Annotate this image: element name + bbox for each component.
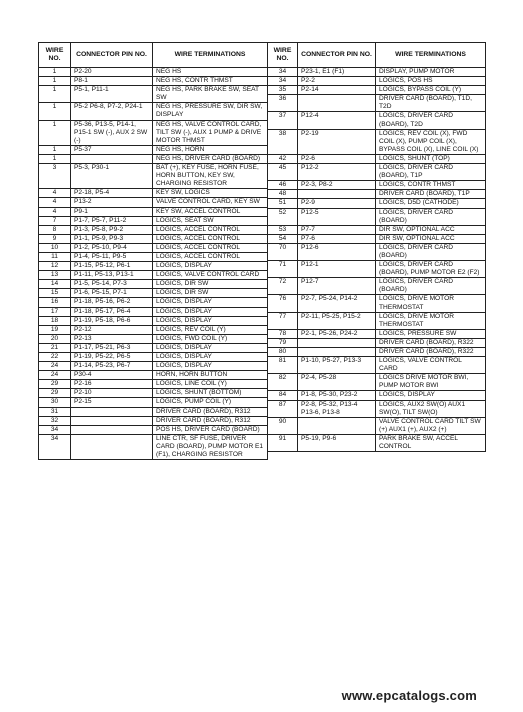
wire-number-cell: 34 xyxy=(268,68,298,77)
connector-pin-cell: P1-3, P5-8, P9-2 xyxy=(71,225,153,234)
wire-terminations-cell: LOGICS, VALVE CONTROL CARD xyxy=(376,357,486,374)
wire-number-cell: 37 xyxy=(268,112,298,129)
wire-terminations-cell: KEY SW, ACCEL CONTROL xyxy=(153,207,268,216)
table-row xyxy=(39,380,268,389)
wire-number-cell: 1 xyxy=(39,86,71,103)
wire-terminations-cell: DRIVER CARD (BOARD), T1P xyxy=(376,190,486,199)
wire-terminations-cell: DIR SW, OPTIONAL ACC xyxy=(376,234,486,243)
table-row xyxy=(39,371,268,380)
connector-pin-cell: P1-17, P5-21, P6-3 xyxy=(71,343,153,352)
wire-terminations-cell: LOGICS, DRIVER CARD (BOARD), PUMP MOTOR E2 (F2) xyxy=(376,261,486,278)
wire-terminations-cell: NEG HS, HORN xyxy=(153,145,268,154)
wire-number-cell: 24 xyxy=(39,371,71,380)
table-row xyxy=(268,434,486,451)
wire-number-cell: 1 xyxy=(39,77,71,86)
wire-terminations-cell: BAT (+), KEY FUSE, HORN FUSE, HORN BUTTON, KEY SW, CHARGING RESISTOR xyxy=(153,164,268,189)
wire-number-cell: 91 xyxy=(268,434,298,451)
table-row xyxy=(268,329,486,338)
connector-pin-cell: P13-2 xyxy=(71,198,153,207)
wire-terminations-cell: LOGICS, DIR SW xyxy=(153,289,268,298)
table-row xyxy=(39,189,268,198)
wire-number-cell: 34 xyxy=(39,425,71,434)
table-row xyxy=(268,95,486,112)
wire-number-cell: 70 xyxy=(268,243,298,260)
col-header-wire-terminations: WIRE TERMINATIONS xyxy=(376,43,486,68)
wire-number-cell: 46 xyxy=(268,181,298,190)
connector-pin-cell xyxy=(298,417,376,434)
wire-number-cell: 10 xyxy=(39,243,71,252)
connector-pin-cell: P2-9 xyxy=(298,199,376,208)
wire-number-cell: 17 xyxy=(39,307,71,316)
connector-pin-cell: P12-1 xyxy=(298,261,376,278)
table-row xyxy=(268,391,486,400)
table-row xyxy=(39,207,268,216)
wire-number-cell: 7 xyxy=(39,216,71,225)
wire-terminations-cell: LOGICS, ACCEL CONTROL xyxy=(153,252,268,261)
table-row xyxy=(39,343,268,352)
wire-number-cell: 1 xyxy=(39,103,71,120)
wire-terminations-cell: NEG HS xyxy=(153,68,268,77)
connector-pin-cell: P2-2 xyxy=(298,77,376,86)
wire-terminations-cell: LINE CTR, SF FUSE, DRIVER CARD (BOARD), PUMP MOTOR E1 (F1), CHARGING RESISTOR xyxy=(153,434,268,459)
wire-terminations-cell: LOGICS, ACCEL CONTROL xyxy=(153,225,268,234)
table-row xyxy=(268,129,486,154)
col-header-connector-pin: CONNECTOR PIN NO. xyxy=(298,43,376,68)
wire-table-right xyxy=(267,42,486,452)
wire-terminations-cell: LOGICS, PRESSURE SW xyxy=(376,329,486,338)
wire-terminations-cell: LOGICS DRIVE MOTOR BWI, PUMP MOTOR BWI xyxy=(376,374,486,391)
table-row xyxy=(39,398,268,407)
table-row xyxy=(268,234,486,243)
wire-number-cell: 29 xyxy=(39,389,71,398)
table-row xyxy=(39,280,268,289)
wire-terminations-cell: LOGICS, VALVE CONTROL CARD xyxy=(153,271,268,280)
wire-number-cell: 1 xyxy=(39,68,71,77)
wire-number-cell: 8 xyxy=(39,225,71,234)
wire-number-cell: 20 xyxy=(39,334,71,343)
wire-number-cell: 77 xyxy=(268,312,298,329)
wire-terminations-cell: NEG HS, PARK BRAKE SW, SEAT SW xyxy=(153,86,268,103)
wire-terminations-cell: LOGICS, DISPLAY xyxy=(153,298,268,307)
wire-number-cell: 15 xyxy=(39,289,71,298)
table-row xyxy=(39,198,268,207)
wire-number-cell: 19 xyxy=(39,325,71,334)
table-row xyxy=(39,154,268,163)
wire-terminations-cell: HORN, HORN BUTTON xyxy=(153,371,268,380)
wire-terminations-cell: LOGICS, DRIVER CARD (BOARD) xyxy=(376,243,486,260)
connector-pin-cell: P2-16 xyxy=(71,380,153,389)
wire-terminations-cell: DRIVER CARD (BOARD), R312 xyxy=(153,416,268,425)
table-row xyxy=(268,199,486,208)
table-row xyxy=(39,103,268,120)
wire-terminations-cell: LOGICS, DRIVER CARD (BOARD) xyxy=(376,208,486,225)
wire-number-cell: 78 xyxy=(268,329,298,338)
connector-pin-cell xyxy=(298,95,376,112)
wire-number-cell: 1 xyxy=(39,154,71,163)
table-header-row xyxy=(39,43,268,68)
table-row xyxy=(39,77,268,86)
connector-pin-cell: P5-36, P13-5, P14-1, P15-1 SW (-), AUX 2 SW (-) xyxy=(71,120,153,145)
wire-terminations-cell: LOGICS, DISPLAY xyxy=(376,391,486,400)
wire-number-cell: 79 xyxy=(268,338,298,347)
wire-terminations-cell: DRIVER CARD (BOARD), R322 xyxy=(376,348,486,357)
wire-terminations-cell: PARK BRAKE SW, ACCEL CONTROL xyxy=(376,434,486,451)
table-row xyxy=(39,325,268,334)
connector-pin-cell: P5-37 xyxy=(71,145,153,154)
wire-terminations-cell: LOGICS, REV COIL (X), FWD COIL (X), PUMP COIL (X), BYPASS COIL (X), LINE COIL (X) xyxy=(376,129,486,154)
wire-number-cell: 1 xyxy=(39,145,71,154)
wire-terminations-cell: KEY SW, LOGICS xyxy=(153,189,268,198)
wire-number-cell: 76 xyxy=(268,295,298,312)
table-row xyxy=(268,295,486,312)
wire-number-cell: 80 xyxy=(268,348,298,357)
connector-pin-cell: P1-6, P5-15, P7-1 xyxy=(71,289,153,298)
connector-pin-cell: P1-19, P5-22, P6-5 xyxy=(71,353,153,362)
wire-terminations-cell: POS HS, DRIVER CARD (BOARD) xyxy=(153,425,268,434)
wire-terminations-cell: VALVE CONTROL CARD, KEY SW xyxy=(153,198,268,207)
table-row xyxy=(39,271,268,280)
wire-number-cell: 35 xyxy=(268,86,298,95)
connector-pin-cell: P2-13 xyxy=(71,334,153,343)
connector-pin-cell: P5-3, P30-1 xyxy=(71,164,153,189)
table-row xyxy=(39,316,268,325)
wire-number-cell: 48 xyxy=(268,190,298,199)
connector-pin-cell xyxy=(71,434,153,459)
wire-terminations-cell: NEG HS, VALVE CONTROL CARD, TILT SW (-), AUX 1 PUMP & DRIVE MOTOR THMST xyxy=(153,120,268,145)
connector-pin-cell: P12-2 xyxy=(298,164,376,181)
connector-pin-cell xyxy=(71,154,153,163)
table-header-row xyxy=(268,43,486,68)
table-row xyxy=(268,208,486,225)
wire-terminations-cell: LOGICS, SHUNT (TOP) xyxy=(376,154,486,163)
connector-pin-cell: P12-6 xyxy=(298,243,376,260)
table-row xyxy=(39,234,268,243)
wire-number-cell: 71 xyxy=(268,261,298,278)
table-row xyxy=(268,243,486,260)
connector-pin-cell: P1-5, P5-14, P7-3 xyxy=(71,280,153,289)
wire-number-cell: 32 xyxy=(39,416,71,425)
wire-terminations-cell: LOGICS, DISPLAY xyxy=(153,343,268,352)
wire-number-cell: 9 xyxy=(39,234,71,243)
wire-number-cell: 16 xyxy=(39,298,71,307)
wire-number-cell: 4 xyxy=(39,198,71,207)
table-body-left xyxy=(39,68,268,460)
wire-terminations-cell: LOGICS, BYPASS COIL (Y) xyxy=(376,86,486,95)
wire-terminations-cell: DRIVER CARD (BOARD), R322 xyxy=(376,338,486,347)
wire-number-cell: 24 xyxy=(39,362,71,371)
wire-number-cell: 72 xyxy=(268,278,298,295)
wire-number-cell: 84 xyxy=(268,391,298,400)
wire-number-cell: 90 xyxy=(268,417,298,434)
wire-number-cell: 51 xyxy=(268,199,298,208)
connector-pin-cell xyxy=(71,416,153,425)
connector-pin-cell: P2-1, P5-26, P24-2 xyxy=(298,329,376,338)
col-header-connector-pin: CONNECTOR PIN NO. xyxy=(71,43,153,68)
wire-number-cell: 34 xyxy=(39,434,71,459)
wire-number-cell: 4 xyxy=(39,207,71,216)
connector-pin-cell: P2-3, P8-2 xyxy=(298,181,376,190)
wire-terminations-cell: LOGICS, PUMP COIL (Y) xyxy=(153,398,268,407)
wire-number-cell: 12 xyxy=(39,262,71,271)
table-row xyxy=(39,307,268,316)
wire-number-cell: 34 xyxy=(268,77,298,86)
connector-pin-cell: P12-5 xyxy=(298,208,376,225)
connector-pin-cell: P5-19, P9-6 xyxy=(298,434,376,451)
connector-pin-cell: P2-8, P5-32, P13-4 P13-6, P13-8 xyxy=(298,400,376,417)
table-row xyxy=(268,68,486,77)
connector-pin-cell: P12-7 xyxy=(298,278,376,295)
connector-pin-cell: P1-2, P5-10, P9-4 xyxy=(71,243,153,252)
wire-number-cell: 18 xyxy=(39,316,71,325)
wire-terminations-cell: LOGICS, REV COIL (Y) xyxy=(153,325,268,334)
connector-pin-cell: P2-7, P5-24, P14-2 xyxy=(298,295,376,312)
wire-terminations-cell: LOGICS, DRIVE MOTOR THERMOSTAT xyxy=(376,295,486,312)
connector-pin-cell: P7-7 xyxy=(298,225,376,234)
connector-pin-cell: P1-8, P5-30, P23-2 xyxy=(298,391,376,400)
wire-number-cell: 31 xyxy=(39,407,71,416)
wire-number-cell: 29 xyxy=(39,380,71,389)
wire-terminations-cell: LOGICS, DRIVE MOTOR THERMOSTAT xyxy=(376,312,486,329)
wire-terminations-cell: NEG HS, DRIVER CARD (BOARD) xyxy=(153,154,268,163)
table-row xyxy=(39,353,268,362)
table-row xyxy=(39,262,268,271)
wire-terminations-cell: LOGICS, DRIVER CARD (BOARD) xyxy=(376,278,486,295)
wire-number-cell: 45 xyxy=(268,164,298,181)
connector-pin-cell: P30-4 xyxy=(71,371,153,380)
table-row xyxy=(39,298,268,307)
wire-number-cell: 14 xyxy=(39,280,71,289)
connector-pin-cell: P2-4, P5-28 xyxy=(298,374,376,391)
wire-number-cell: 11 xyxy=(39,252,71,261)
connector-pin-cell xyxy=(298,190,376,199)
wire-number-cell: 30 xyxy=(39,398,71,407)
wire-terminations-cell: NEG HS, PRESSURE SW, DIR SW, DISPLAY xyxy=(153,103,268,120)
col-header-wire-no: WIRE NO. xyxy=(39,43,71,68)
connector-pin-cell: P2-6 xyxy=(298,154,376,163)
connector-pin-cell: P23-1, E1 (F1) xyxy=(298,68,376,77)
wire-number-cell: 13 xyxy=(39,271,71,280)
connector-pin-cell: P2-18, P5-4 xyxy=(71,189,153,198)
connector-pin-cell xyxy=(298,348,376,357)
wire-number-cell: 53 xyxy=(268,225,298,234)
table-row xyxy=(268,112,486,129)
table-row xyxy=(268,338,486,347)
table-row xyxy=(268,77,486,86)
wire-terminations-cell: LOGICS, DISPLAY xyxy=(153,316,268,325)
connector-pin-cell xyxy=(298,338,376,347)
connector-pin-cell: P1-4, P5-11, P9-5 xyxy=(71,252,153,261)
connector-pin-cell xyxy=(71,407,153,416)
table-row xyxy=(268,190,486,199)
connector-pin-cell: P1-15, P5-12, P6-1 xyxy=(71,262,153,271)
connector-pin-cell: P1-7, P5-7, P11-2 xyxy=(71,216,153,225)
table-row xyxy=(268,417,486,434)
wire-number-cell: 21 xyxy=(39,343,71,352)
table-row xyxy=(268,357,486,374)
wire-terminations-cell: LOGICS, DISPLAY xyxy=(153,353,268,362)
table-row xyxy=(268,154,486,163)
wire-terminations-cell: LOGICS, LINE COIL (Y) xyxy=(153,380,268,389)
table-row xyxy=(39,362,268,371)
table-row xyxy=(39,252,268,261)
wire-number-cell: 3 xyxy=(39,164,71,189)
wire-terminations-cell: LOGICS, FWD COIL (Y) xyxy=(153,334,268,343)
table-row xyxy=(39,86,268,103)
wire-number-cell: 1 xyxy=(39,120,71,145)
connector-pin-cell: P1-14, P5-23, P6-7 xyxy=(71,362,153,371)
wire-terminations-cell: LOGICS, ACCEL CONTROL xyxy=(153,234,268,243)
wire-terminations-cell: LOGICS, DRIVER CARD (BOARD), T1P xyxy=(376,164,486,181)
table-row xyxy=(268,164,486,181)
table-row xyxy=(39,434,268,459)
wire-table-left xyxy=(38,42,268,460)
table-row xyxy=(268,225,486,234)
connector-pin-cell: P1-11, P5-13, P13-1 xyxy=(71,271,153,280)
wire-terminations-cell: LOGICS, SEAT SW xyxy=(153,216,268,225)
connector-pin-cell: P1-18, P5-16, P6-2 xyxy=(71,298,153,307)
table-row xyxy=(39,389,268,398)
wire-terminations-cell: LOGICS, SHUNT (BOTTOM) xyxy=(153,389,268,398)
connector-pin-cell: P2-10 xyxy=(71,389,153,398)
table-row xyxy=(268,348,486,357)
wire-number-cell: 52 xyxy=(268,208,298,225)
wire-terminations-cell: LOGICS, DRIVER CARD (BOARD), T2D xyxy=(376,112,486,129)
wire-number-cell: 82 xyxy=(268,374,298,391)
connector-pin-cell: P2-15 xyxy=(71,398,153,407)
connector-pin-cell: P2-20 xyxy=(71,68,153,77)
wire-terminations-cell: LOGICS, D5D (CATHODE) xyxy=(376,199,486,208)
table-row xyxy=(268,312,486,329)
connector-pin-cell: P1-19, P5-18, P6-6 xyxy=(71,316,153,325)
table-row xyxy=(39,334,268,343)
table-row xyxy=(39,425,268,434)
connector-pin-cell: P8-1 xyxy=(71,77,153,86)
wire-terminations-cell: VALVE CONTROL CARD TILT SW (+) AUX1 (+), AUX2 (+) xyxy=(376,417,486,434)
wire-terminations-cell: NEG HS, CONTR THMST xyxy=(153,77,268,86)
wire-terminations-cell: LOGICS, DISPLAY xyxy=(153,362,268,371)
connector-pin-cell: P2-11, P5-25, P15-2 xyxy=(298,312,376,329)
connector-pin-cell: P1-10, P5-27, P13-3 xyxy=(298,357,376,374)
connector-pin-cell: P1-18, P5-17, P6-4 xyxy=(71,307,153,316)
wire-terminations-cell: LOGICS, DISPLAY xyxy=(153,307,268,316)
table-row xyxy=(39,164,268,189)
wire-number-cell: 87 xyxy=(268,400,298,417)
wire-number-cell: 4 xyxy=(39,189,71,198)
connector-pin-cell: P1-1, P5-9, P9-3 xyxy=(71,234,153,243)
table-row xyxy=(39,225,268,234)
connector-pin-cell: P5-2 P6-8, P7-2, P24-1 xyxy=(71,103,153,120)
table-row xyxy=(268,181,486,190)
table-row xyxy=(39,216,268,225)
connector-pin-cell: P12-4 xyxy=(298,112,376,129)
table-row xyxy=(39,407,268,416)
wire-terminations-cell: LOGICS, POS HS xyxy=(376,77,486,86)
table-row xyxy=(268,86,486,95)
wire-terminations-cell: LOGICS, ACCEL CONTROL xyxy=(153,243,268,252)
table-row xyxy=(39,120,268,145)
wire-number-cell: 36 xyxy=(268,95,298,112)
table-row xyxy=(39,416,268,425)
table-row xyxy=(268,400,486,417)
wire-terminations-cell: LOGICS, CONTR THMST xyxy=(376,181,486,190)
col-header-wire-terminations: WIRE TERMINATIONS xyxy=(153,43,268,68)
connector-pin-cell: P2-19 xyxy=(298,129,376,154)
wire-terminations-cell: DRIVER CARD (BOARD), T1D, T2D xyxy=(376,95,486,112)
connector-pin-cell: P2-12 xyxy=(71,325,153,334)
wire-terminations-cell: DISPLAY, PUMP MOTOR xyxy=(376,68,486,77)
table-row xyxy=(39,289,268,298)
wire-terminations-cell: LOGICS, AUX2 SW(O) AUX1 SW(O), TILT SW(O) xyxy=(376,400,486,417)
table-row xyxy=(268,374,486,391)
wire-terminations-cell: DIR SW, OPTIONAL ACC xyxy=(376,225,486,234)
connector-pin-cell: P9-1 xyxy=(71,207,153,216)
table-row xyxy=(268,278,486,295)
table-row xyxy=(268,261,486,278)
connector-pin-cell xyxy=(71,425,153,434)
table-row xyxy=(39,243,268,252)
wire-number-cell: 22 xyxy=(39,353,71,362)
table-body-right xyxy=(268,68,486,452)
watermark-url: www.epcatalogs.com xyxy=(341,688,477,703)
table-row xyxy=(39,145,268,154)
wire-number-cell: 42 xyxy=(268,154,298,163)
wire-number-cell: 81 xyxy=(268,357,298,374)
table-row xyxy=(39,68,268,77)
connector-pin-cell: P2-14 xyxy=(298,86,376,95)
wire-number-cell: 54 xyxy=(268,234,298,243)
connector-pin-cell: P5-1, P11-1 xyxy=(71,86,153,103)
wire-terminations-cell: DRIVER CARD (BOARD), R312 xyxy=(153,407,268,416)
wire-terminations-cell: LOGICS, DISPLAY xyxy=(153,262,268,271)
col-header-wire-no: WIRE NO. xyxy=(268,43,298,68)
connector-pin-cell: P7-6 xyxy=(298,234,376,243)
wire-number-cell: 38 xyxy=(268,129,298,154)
wire-terminations-cell: LOGICS, DIR SW xyxy=(153,280,268,289)
